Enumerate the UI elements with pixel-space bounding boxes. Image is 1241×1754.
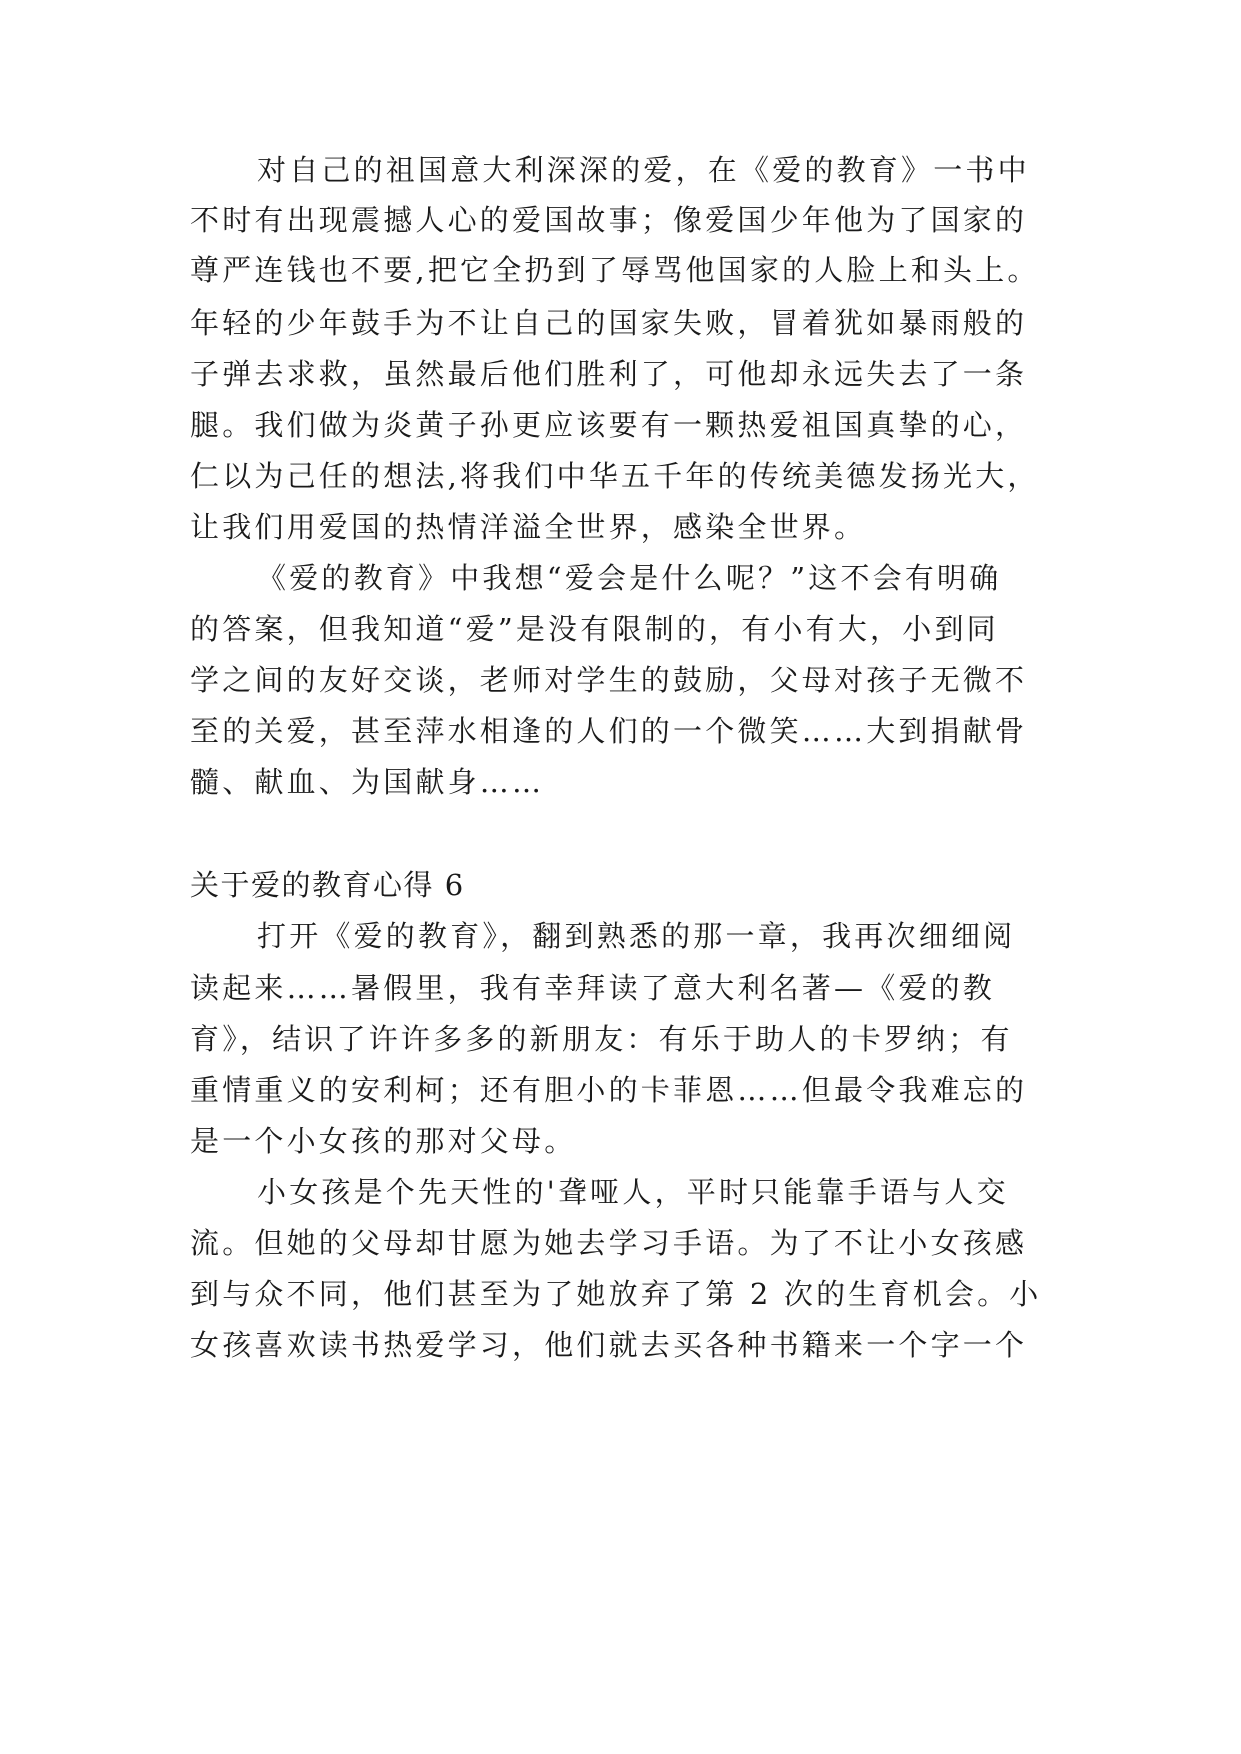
paragraph-1-line-3: 尊严连钱也不要,把它全扔到了辱骂他国家的人脸上和头上。 — [190, 253, 1040, 287]
paragraph-4-line-3: 到与众不同，他们甚至为了她放弃了第 2 次的生育机会。小 — [190, 1277, 1042, 1311]
paragraph-1-line-4: 年轻的少年鼓手为不让自己的国家失败，冒着犹如暴雨般的 — [190, 306, 1028, 340]
paragraph-3-line-5: 是一个小女孩的那对父母。 — [190, 1124, 577, 1158]
paragraph-2-line-2: 的答案，但我知道“爱”是没有限制的，有小有大，小到同 — [190, 612, 999, 646]
paragraph-3-line-3: 育》，结识了许许多多的新朋友：有乐于助人的卡罗纳；有 — [190, 1022, 1013, 1056]
paragraph-3-line-1: 打开《爱的教育》，翻到熟悉的那一章，我再次细细阅 — [257, 919, 1016, 953]
paragraph-1-line-7: 仁以为己任的想法,将我们中华五千年的传统美德发扬光大， — [190, 459, 1040, 493]
paragraph-1-line-6: 腿。我们做为炎黄子孙更应该要有一颗热爱祖国真挚的心， — [190, 408, 1028, 442]
paragraph-1-line-2: 不时有出现震撼人心的爱国故事；像爱国少年他为了国家的 — [190, 203, 1028, 237]
paragraph-2-line-5: 髓、献血、为国献身…… — [190, 765, 545, 799]
paragraph-2-line-4: 至的关爱，甚至萍水相逢的人们的一个微笑……大到捐献骨 — [190, 714, 1028, 748]
paragraph-4-line-1: 小女孩是个先天性的'聋哑人，平时只能靠手语与人交 — [257, 1175, 1009, 1209]
paragraph-3-line-4: 重情重义的安利柯；还有胆小的卡菲恩……但最令我难忘的 — [190, 1073, 1028, 1107]
paragraph-1-line-8: 让我们用爱国的热情洋溢全世界，感染全世界。 — [190, 510, 867, 544]
paragraph-2-line-3: 学之间的友好交谈，老师对学生的鼓励，父母对孩子无微不 — [190, 663, 1028, 697]
paragraph-1-line-5: 子弹去求救，虽然最后他们胜利了，可他却永远失去了一条 — [190, 357, 1028, 391]
section-heading: 关于爱的教育心得 6 — [190, 868, 465, 902]
paragraph-3-line-2: 读起来……暑假里，我有幸拜读了意大利名著—《爱的教 — [190, 971, 996, 1005]
paragraph-1-line-1: 对自己的祖国意大利深深的爱，在《爱的教育》一书中 — [257, 153, 1030, 187]
paragraph-4-line-4: 女孩喜欢读书热爱学习，他们就去买各种书籍来一个字一个 — [190, 1328, 1028, 1362]
paragraph-2-line-1: 《爱的教育》中我想“爱会是什么呢？”这不会有明确 — [257, 561, 1002, 595]
paragraph-4-line-2: 流。但她的父母却甘愿为她去学习手语。为了不让小女孩感 — [190, 1226, 1028, 1260]
